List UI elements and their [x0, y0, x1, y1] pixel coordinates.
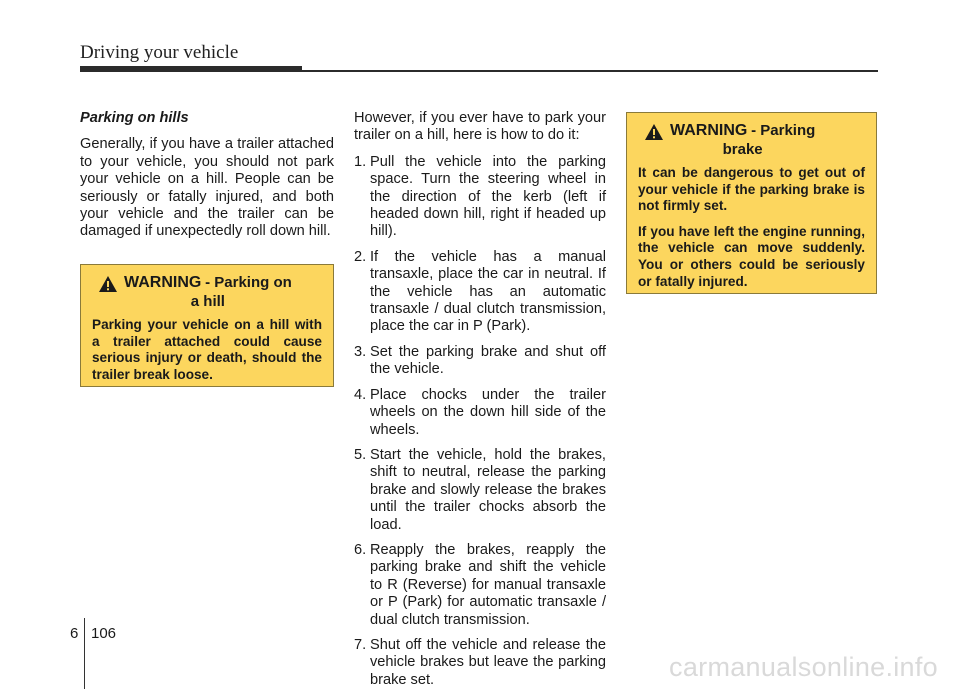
left-paragraph: Generally, if you have a trailer attached to your vehicle, you should not park your vehicle on a hill. People can be seriously or fatally injured, and both your vehicle and the trailer can be damaged if unexpectedly roll down hill.: [80, 136, 334, 240]
warning-text: If you have left the engine running, the vehicle can move suddenly. You or others could be seriously or fatally injured.: [638, 223, 865, 289]
list-item: [354, 249, 606, 336]
warning-box-parking-on-hill: [80, 264, 334, 387]
footer-divider: [84, 618, 85, 689]
step-text: Place chocks under the trailer wheels on the down hill side of the wheels.: [370, 386, 606, 438]
warning-body: [92, 317, 322, 383]
step-number: 6.: [354, 541, 367, 558]
step-number: 5.: [354, 446, 367, 463]
step-text: If the vehicle has a manual transaxle, place the car in neutral. If the vehicle has an automatic transaxle / dual clutch transmission, place the car in P (Park).: [370, 248, 606, 335]
warning-word: WARNING: [124, 274, 202, 291]
step-number: 2.: [354, 248, 367, 265]
warning-subject: - Parking on: [205, 274, 292, 291]
step-text: Pull the vehicle into the parking space. Turn the steering wheel in the direction of the kerb (left if headed down hill, right if headed up hill).: [370, 153, 606, 240]
warning-triangle-icon: [644, 123, 664, 141]
section-heading: Parking on hills: [80, 110, 189, 126]
list-item: [354, 447, 606, 534]
list-item: [354, 637, 606, 689]
warning-header: [638, 121, 865, 159]
list-item: [354, 542, 606, 629]
watermark: carmanualsonline.info: [669, 652, 938, 682]
warning-subject-line2: brake: [722, 141, 763, 158]
step-number: 3.: [354, 343, 367, 360]
warning-subject: - Parking: [751, 122, 816, 139]
warning-text: It can be dangerous to get out of your vehicle if the parking brake is not firmly set.: [638, 165, 865, 214]
warning-header: [92, 273, 322, 311]
warning-subject-line2: a hill: [190, 293, 225, 310]
warning-title: [124, 273, 292, 311]
middle-column: [354, 110, 606, 697]
warning-title: [670, 121, 815, 159]
step-text: Set the parking brake and shut off the vehicle.: [370, 343, 606, 378]
page-number: 106: [91, 625, 117, 642]
chapter-number: 6: [70, 625, 79, 642]
list-item: [354, 344, 606, 379]
step-number: 4.: [354, 386, 367, 403]
step-text: Start the vehicle, hold the brakes, shift to neutral, release the parking brake and slowly release the brakes until the trailer chocks absorb the load.: [370, 446, 606, 533]
warning-body: [638, 165, 865, 290]
list-item: [354, 387, 606, 439]
steps-list: [354, 154, 606, 689]
step-text: Reapply the brakes, reapply the parking brake and shift the vehicle to R (Reverse) for manual transaxle or P (Park) for automatic transaxle / dual clutch transmission.: [370, 541, 606, 628]
warning-box-parking-brake: [626, 112, 877, 294]
header-title: Driving your vehicle: [80, 42, 239, 63]
header-rule-thick: [80, 66, 302, 72]
list-item: [354, 154, 606, 241]
warning-text: Parking your vehicle on a hill with a trailer attached could cause serious injury or death, should the trailer break loose.: [92, 317, 322, 382]
step-text: Shut off the vehicle and release the vehicle brakes but leave the parking brake set.: [370, 636, 606, 688]
warning-triangle-icon: [98, 275, 118, 293]
left-column: [80, 110, 334, 241]
step-number: 1.: [354, 153, 367, 170]
header-rule-thin: [300, 70, 878, 72]
warning-word: WARNING: [670, 122, 748, 139]
middle-intro: However, if you ever have to park your trailer on a hill, here is how to do it:: [354, 110, 606, 144]
step-number: 7.: [354, 636, 367, 653]
